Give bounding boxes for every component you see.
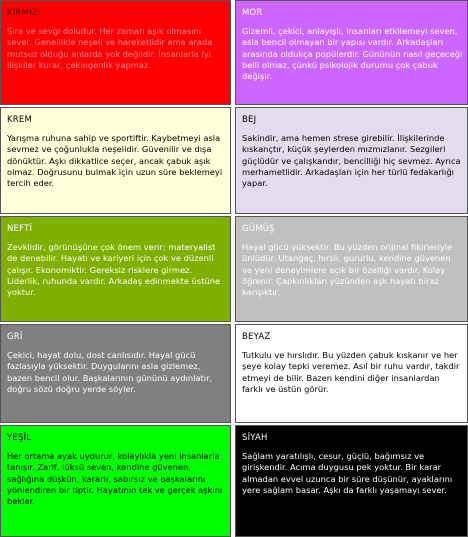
card-yesil: [0, 425, 231, 537]
card-krem: [0, 107, 231, 214]
card-gumus: [235, 216, 468, 322]
card-title: KREM: [7, 115, 32, 125]
card-nefti: [0, 216, 231, 322]
card-mor: [235, 0, 468, 105]
card-gri: [0, 324, 231, 423]
card-title: MOR: [242, 8, 263, 18]
card-title: GÜMÜŞ: [242, 224, 275, 234]
card-kirmizi: [0, 0, 231, 105]
card-text: Yarışma ruhuna sahip ve sportiftir. Kaybetmeyi asla sevmez ve çoğunlukla neşelidir. Güvenilir ve dışa dönüktür. Aşkı dikkatlice seçer, ancak çabuk aşık olmaz. Doğrusunu bulmak için uzun süre beklemeyi tercih eder.: [7, 133, 223, 189]
card-text: Hayal gücü yüksektir. Bu yüzden orijinal fikirleriyle ünlüdür. Utangaç, hırslı, gururlu, kendine güvenen ve yeni deneyimlere açık bir özelliği vardır. Kolay öğrenir. Çapkınlıkları yüzünden aşk hayatı biraz karışıktır.: [242, 242, 453, 298]
card-text: Zevklidir, görünüşüne çok önem verir; materyalist de denebilir. Hayatı ve kariyeri için çok ve düzenli çalışır. Ekonomiktir. Gereksiz risklere girmez. Liderlik, ruhunda vardır. Arkadaş edinmekte üstüne yoktur.: [7, 242, 221, 298]
card-text: Gizemli, çekici, anlayışlı, insanları etkilemeyi seven, asla bencil olmayan bir yapısı vardır. Arkadaşları arasında oldukça popülerdir. Gününün nasıl geçeceği belli olmaz, çünkü psikolojik durumu çok çabuk değişir.: [242, 26, 463, 82]
card-title: BEYAZ: [242, 332, 271, 342]
card-beyaz: [235, 324, 468, 423]
card-title: SİYAH: [242, 433, 268, 443]
card-title: BEJ: [242, 115, 257, 125]
card-title: GRİ: [7, 332, 23, 342]
card-text: Sağlam yaratılışlı, cesur, güçlü, bağımsız ve girişkendir. Acıma duygusu pek yoktur. Bir karar almadan evvel uzunca bir süre düşünür, ayaklarını yere sağlam basar. Aşkı da farklı yaşamayı sever.: [242, 451, 453, 495]
card-text: Çekici, hayat dolu, dost canlısıdır. Hayal gücü fazlasıyla yüksektir. Duygularını asla gizlemez, bazen bencil olur. Başkalarının gününü aydınlatır, doğru sözü doğru yerde söyler.: [7, 350, 213, 394]
card-bej: [235, 107, 468, 214]
card-text: Sıra ve sevgi doludur. Her zaman aşık olmasını sever. Genellikle neşeli ve hareketlidir ama arada mutsuz olduğu anlarda yok değildir. İnsanlarla iyi ilişkiler kurar, çekingenlik yapmaz.: [7, 26, 213, 70]
card-siyah: [235, 425, 468, 537]
card-text: Her ortama ayak uydurur, kolaylıkla yeni insanlarla tanışır. Zarif, lüksü seven, kendine güvenen, sağlığına düşkün, kararlı, sabırsız ve başkalarını yönlendiren bir tiptir. Hayatının tek ve gerçek aşkını bekler.: [7, 451, 223, 507]
card-title: NEFTİ: [7, 224, 33, 234]
card-title: YEŞİL: [7, 433, 32, 443]
card-text: Tutkulu ve hırslıdır. Bu yüzden çabuk kıskanır ve her şeye kolay tepki veremez. Asıl bir ruhu vardır, takdir etmeyi de bilir. Bazen kendini diğer insanlardan farklı ve üstün görür.: [242, 350, 460, 394]
card-title: KIRMIZI: [7, 8, 41, 18]
card-text: Sakindir, ama hemen strese girebilir. İlişkilerinde kıskançtır, küçük şeylerden mızmızlanır. Sezgileri güçlüdür ve çalışkandır, bencilliği hiç sevmez. Ayrıca merhametlidir. Arkadaşları için her türlü fedakarlığı yapar.: [242, 133, 461, 189]
